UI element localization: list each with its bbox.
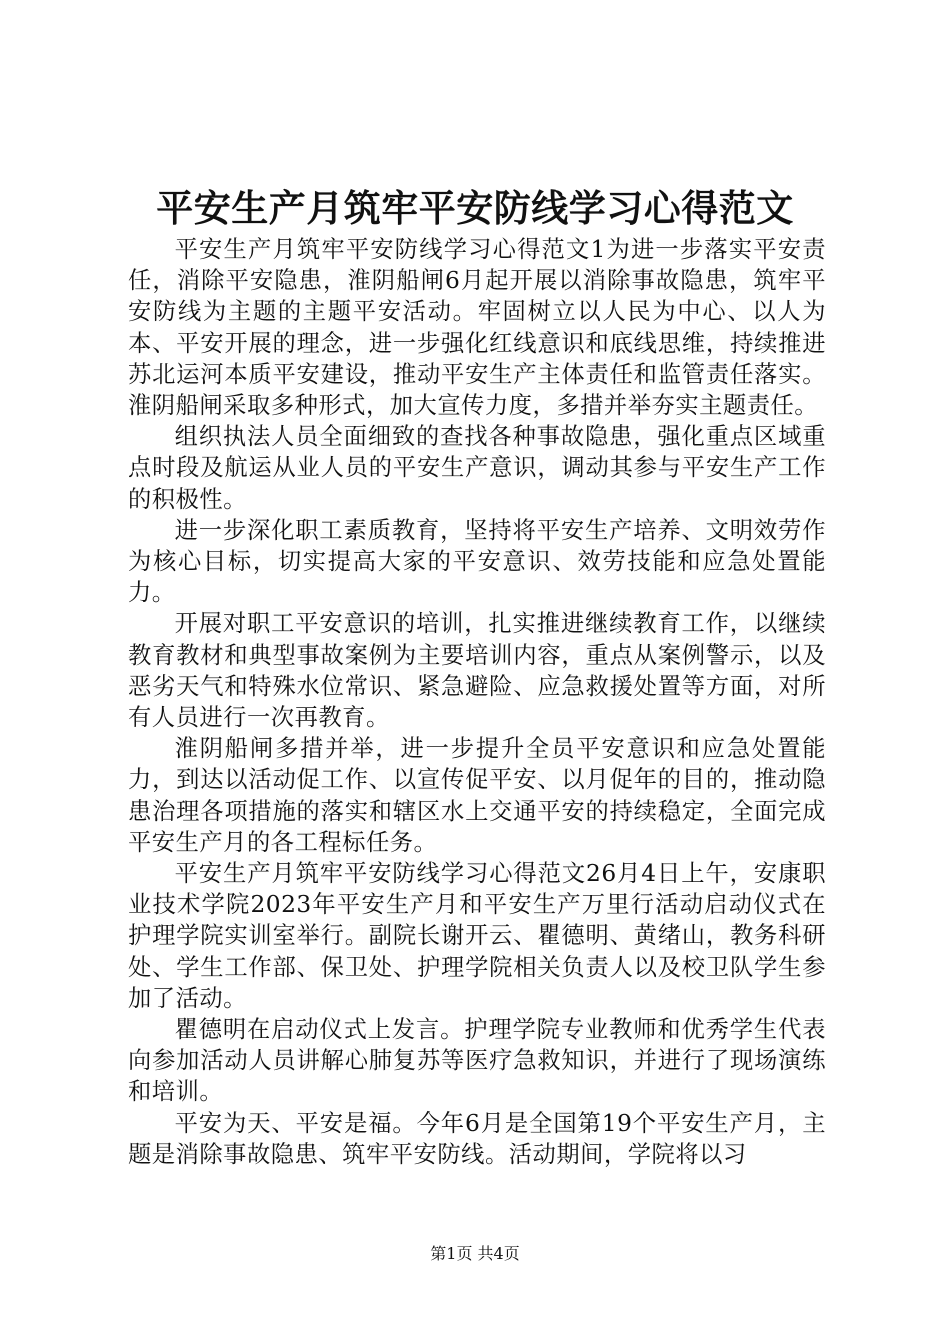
page-footer: 第1页 共4页 <box>430 1244 520 1263</box>
paragraph-4: 开展对职工平安意识的培训，扎实推进继续教育工作，以继续教育教材和典型事故案例为主要培训内容，重点从案例警示，以及恶劣天气和特殊水位常识、紧急避险、应急救援处置等方面，对所有人员进行一次再教育。 <box>128 610 826 732</box>
document-title: 平安生产月筑牢平安防线学习心得范文 <box>156 186 794 230</box>
paragraph-3: 进一步深化职工素质教育，坚持将平安生产培养、文明效劳作为核心目标，切实提高大家的平安意识、效劳技能和应急处置能力。 <box>128 516 826 607</box>
paragraph-8: 平安为天、平安是福。今年6月是全国第19个平安生产月，主题是消除事故隐患、筑牢平安防线。活动期间，学院将以习 <box>128 1109 826 1168</box>
paragraph-1: 平安生产月筑牢平安防线学习心得范文1为进一步落实平安责任，消除平安隐患，淮阴船闸6月起开展以消除事故隐患，筑牢平安防线为主题的主题平安活动。牢固树立以人民为中心、以人为本、平安开展的理念，进一步强化红线意识和底线思维，持续推进苏北运河本质平安建设，推动平安生产主体责任和监管责任落实。淮阴船闸采取多种形式，加大宣传力度，多措并举夯实主题责任。 <box>128 236 826 420</box>
paragraph-7: 瞿德明在启动仪式上发言。护理学院专业教师和优秀学生代表向参加活动人员讲解心肺复苏等医疗急救知识，并进行了现场演练和培训。 <box>128 1016 826 1106</box>
document-body <box>128 234 826 1170</box>
paragraph-5: 淮阴船闸多措并举，进一步提升全员平安意识和应急处置能力，到达以活动促工作、以宣传促平安、以月促年的目的，推动隐患治理各项措施的落实和辖区水上交通平安的持续稳定，全面完成平安生产月的各工程标任务。 <box>128 735 826 856</box>
paragraph-6: 平安生产月筑牢平安防线学习心得范文26月4日上午，安康职业技术学院2023年平安生产月和平安生产万里行活动启动仪式在护理学院实训室举行。副院长谢开云、瞿德明、黄绪山，教务科研处、学生工作部、保卫处、护理学院相关负责人以及校卫队学生参加了活动。 <box>128 860 826 1012</box>
paragraph-2: 组织执法人员全面细致的查找各种事故隐患，强化重点区域重点时段及航运从业人员的平安生产意识，调动其参与平安生产工作的积极性。 <box>128 423 826 513</box>
